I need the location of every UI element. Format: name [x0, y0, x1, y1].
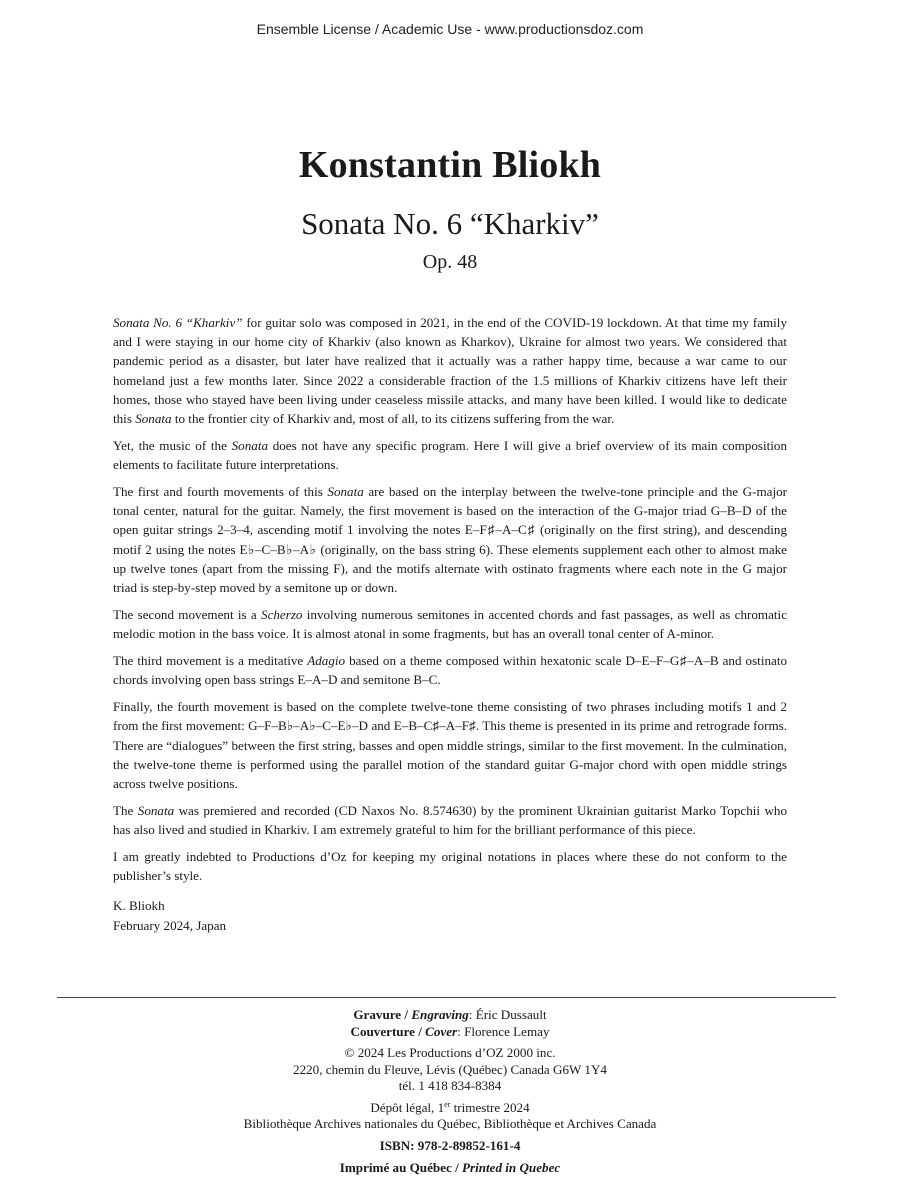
paragraph-text: are based on the interplay between the twelve-tone principle and the G-major tonal center, natural for the guitar. Namely, the first movement is based on the interaction of the G-major triad G–B–D of the open guitar strings 2–3–4, ascending motif 1 involving the notes E–F♯–A–C♯ (originally on the first string), and descending motif 2 using the notes E♭–C–B♭–A♭ (originally, on the bass string 6). These elements supplement each other to almost make up twelve tones (apart from the missing F), and the motifs alternate with ostinato fragments where each note in the G major triad is step-by-step moved by a semitone up or down. [113, 484, 787, 596]
sonata-italic: Sonata [231, 437, 268, 453]
depot-text: Dépôt légal, 1 [370, 1099, 445, 1115]
paragraph-text: does not have any specific program. Here I will give a brief overview of its main composition elements to facilitate future interpretations. [113, 437, 787, 473]
paragraph-text: Yet, the music of the [113, 437, 232, 453]
paragraph-text: The first and fourth movements of this [113, 484, 328, 499]
paragraph-6: Finally, the fourth movement is based on the complete twelve-tone theme consisting of two phrases including motifs 1 and 2 from the first movement: G–F–B♭–A♭–C–E♭–D and E–B–C♯–A–F♯. This theme is presented in its prime and retrograde forms. There are “dialogues” between the first string, basses and open middle strings, similar to the first movement. In the culmination, the twelve-tone theme is performed using the parallel motion of the standard guitar G-major chord with open middle strings across twelve positions. [113, 699, 787, 791]
cover-label: Cover [425, 1023, 458, 1039]
adagio-italic: Adagio [307, 653, 346, 668]
address-line: 2220, chemin du Fleuve, Lévis (Québec) Canada G6W 1Y4 [293, 1061, 607, 1077]
signature-name: K. Bliokh [113, 898, 165, 914]
copyright-line: © 2024 Les Productions d’OZ 2000 inc. [344, 1045, 556, 1060]
printed-en: Printed in Quebec [462, 1160, 561, 1175]
paragraph-4 [113, 605, 787, 643]
engraver-name: : Éric Dussault [468, 1007, 547, 1022]
paragraph-text: for guitar solo was composed in 2021, in the end of the COVID-19 lockdown. At that time my family and I were staying in our home city of Kharkiv (also known as Kharkov), Ukraine for almost two years. We considered that pandemic period as a disaster, but later have realized that it actually was a rather happy time, because a war came to our homeland just a few months later. Since 2022 a considerable fraction of the 1.5 millions of Kharkiv citizens have left their homes, those who stayed have been living under ceaseless missile attacks, and many have been killed. I would like to dedicate this [113, 315, 787, 427]
paragraph-8: I am greatly indebted to Productions d’Oz for keeping my original notations in places where these do not conform to the publisher’s style. [113, 848, 787, 884]
legal-deposit [0, 1100, 900, 1117]
signature-date: February 2024, Japan [113, 917, 227, 933]
depot-superscript: er [444, 1099, 451, 1109]
license-header: Ensemble License / Academic Use - www.productionsdoz.com [256, 21, 644, 37]
printed-in [0, 1160, 900, 1177]
cover-artist: : Florence Lemay [457, 1023, 550, 1039]
sonata-italic: Sonata [135, 411, 172, 427]
sonata-title-italic: Sonata No. 6 “Kharkiv” [113, 315, 243, 330]
paragraph-1 [113, 313, 787, 428]
engraving-credit [0, 1007, 900, 1024]
preface [113, 313, 787, 935]
credits-block [0, 1007, 900, 1177]
paragraph-text: involving numerous semitones in accented chords and fast passages, as well as chromatic melodic motion in the bass voice. It is almost atonal in some fragments, but has an overall tonal center of A-minor. [113, 606, 788, 642]
phone-line: tél. 1 418 834-8384 [398, 1078, 502, 1093]
paragraph-text: based on a theme composed within hexatonic scale D–E–F–G♯–A–B and ostinato chords involving open bass strings E–A–D and semitone B–C. [113, 653, 787, 688]
libraries-line: Bibliothèque Archives nationales du Québec, Bibliothèque et Archives Canada [243, 1116, 657, 1131]
sonata-italic: Sonata [137, 802, 175, 818]
paragraph-7 [113, 801, 787, 839]
paragraph-text: The [113, 802, 138, 818]
paragraph-text: The third movement is a meditative [113, 653, 308, 668]
paragraph-text: The second movement is a [113, 606, 262, 622]
opus-number: Op. 48 [422, 251, 478, 273]
cover-credit [0, 1024, 900, 1041]
depot-text: trimestre 2024 [450, 1099, 530, 1115]
sonata-italic: Sonata [327, 484, 364, 499]
paragraph-5 [113, 651, 787, 689]
isbn-text: ISBN: 978-2-89852-161-4 [379, 1137, 521, 1153]
paragraph-text: was premiered and recorded (CD Naxos No. 8.574630) by the prominent Ukrainian guitarist Marko Topchii who has also lived and studied in Kharkiv. I am extremely grateful to him for the brilliant performance of this piece. [113, 802, 787, 837]
engraving-label: Engraving [411, 1007, 469, 1022]
composer-name: Konstantin Bliokh [298, 144, 602, 186]
paragraph-text: to the frontier city of Kharkiv and, most of all, to its citizens suffering from the war. [171, 411, 615, 427]
signature [113, 896, 787, 935]
gravure-label: Gravure / [353, 1007, 412, 1022]
couverture-label: Couverture / [350, 1023, 426, 1039]
paragraph-2 [113, 436, 787, 474]
paragraph-3 [113, 482, 787, 597]
isbn [0, 1138, 900, 1155]
scherzo-italic: Scherzo [261, 606, 303, 622]
divider-line [57, 997, 836, 998]
printed-fr: Imprimé au Québec / [339, 1160, 462, 1175]
work-title: Sonata No. 6 “Kharkiv” [301, 206, 599, 241]
